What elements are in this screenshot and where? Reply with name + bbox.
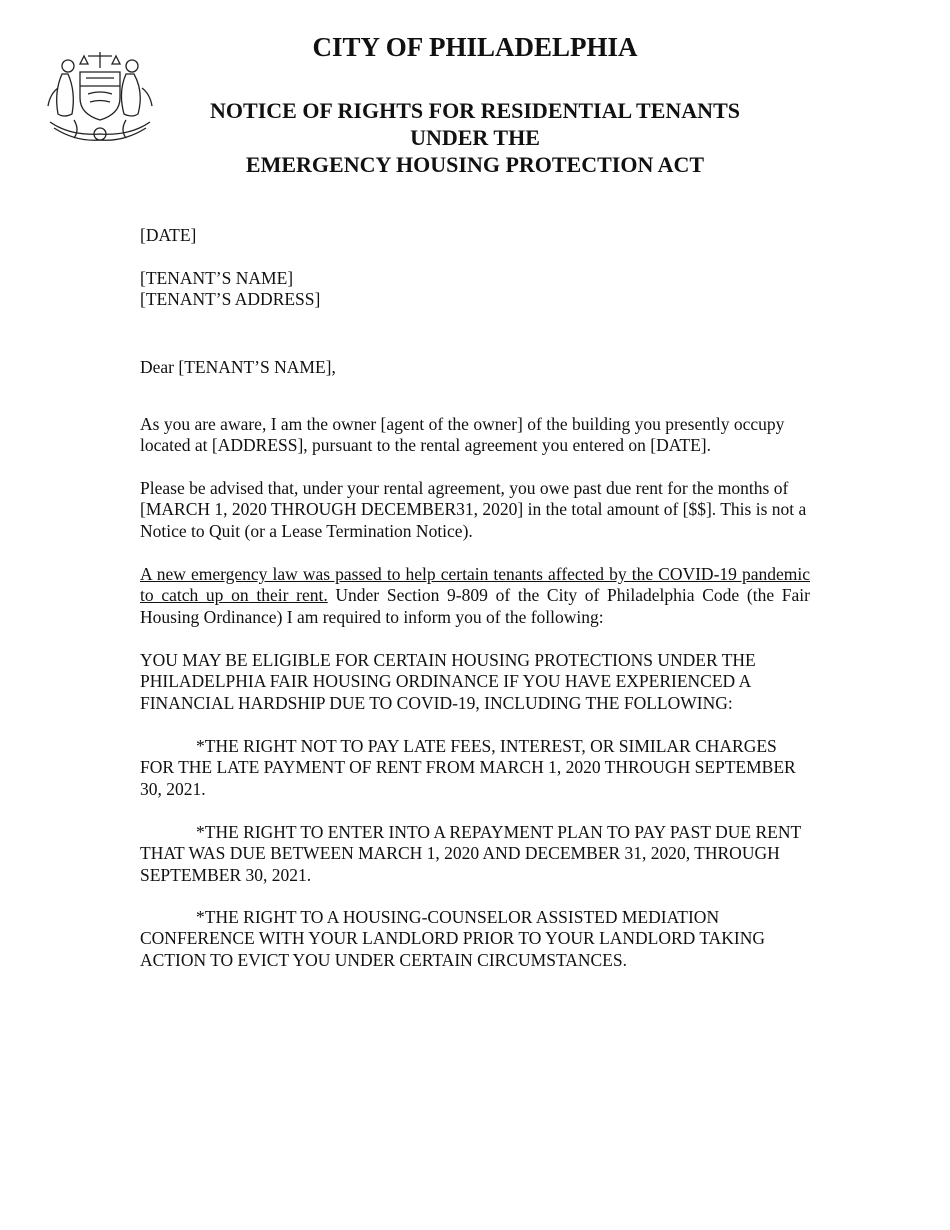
- emergency-law-underlined: A new emergency law was passed to help certain tenants affected by the COVID-19 pandemic to catch up on their rent.: [140, 564, 810, 606]
- notice-heading-line: UNDER THE: [410, 125, 540, 150]
- tenant-name: [TENANT’S NAME]: [140, 268, 294, 288]
- right-late-fees: *THE RIGHT NOT TO PAY LATE FEES, INTEREST, OR SIMILAR CHARGES FOR THE LATE PAYMENT OF RENT FROM MARCH 1, 2020 THROUGH SEPTEMBER 30, 2021.: [140, 736, 796, 799]
- right-repayment-plan: *THE RIGHT TO ENTER INTO A REPAYMENT PLAN TO PAY PAST DUE RENT THAT WAS DUE BETWEEN MARCH 1, 2020 AND DECEMBER 31, 2020, THROUGH SEPTEMBER 30, 2021.: [140, 822, 801, 885]
- emergency-law-rest: Under Section 9-809 of the City of Philadelphia Code (the Fair Housing Ordinance) I am required to inform you of the following:: [140, 585, 810, 627]
- notice-heading: [0, 97, 950, 178]
- paragraph-eligibility: YOU MAY BE ELIGIBLE FOR CERTAIN HOUSING PROTECTIONS UNDER THE PHILADELPHIA FAIR HOUSING ORDINANCE IF YOU HAVE EXPERIENCED A FINANCIAL HARDSHIP DUE TO COVID-19, INCLUDING THE FOLLOWING:: [140, 650, 756, 713]
- letter-date: [DATE]: [140, 225, 197, 245]
- paragraph-emergency-law: [140, 564, 810, 628]
- notice-heading-line: EMERGENCY HOUSING PROTECTION ACT: [245, 152, 705, 177]
- tenant-address: [TENANT’S ADDRESS]: [140, 289, 321, 310]
- city-title: CITY OF PHILADELPHIA: [312, 32, 638, 62]
- paragraph-ownership: As you are aware, I am the owner [agent of the owner] of the building you presently occupy located at [ADDRESS], pursuant to the rental agreement you entered on [DATE].: [140, 414, 785, 456]
- paragraph-past-due: Please be advised that, under your rental agreement, you owe past due rent for the months of [MARCH 1, 2020 THROUGH DECEMBER31, 2020] in the total amount of [$$]. This is not a Notice to Quit (or a Lease Termination Notice).: [140, 478, 807, 541]
- recipient-block: [140, 268, 810, 311]
- notice-heading-line: NOTICE OF RIGHTS FOR RESIDENTIAL TENANTS: [210, 98, 740, 123]
- right-mediation: *THE RIGHT TO A HOUSING-COUNSELOR ASSISTED MEDIATION CONFERENCE WITH YOUR LANDLORD PRIOR TO YOUR LANDLORD TAKING ACTION TO EVICT YOU UNDER CERTAIN CIRCUMSTANCES.: [140, 907, 766, 970]
- salutation: Dear [TENANT’S NAME],: [140, 357, 336, 377]
